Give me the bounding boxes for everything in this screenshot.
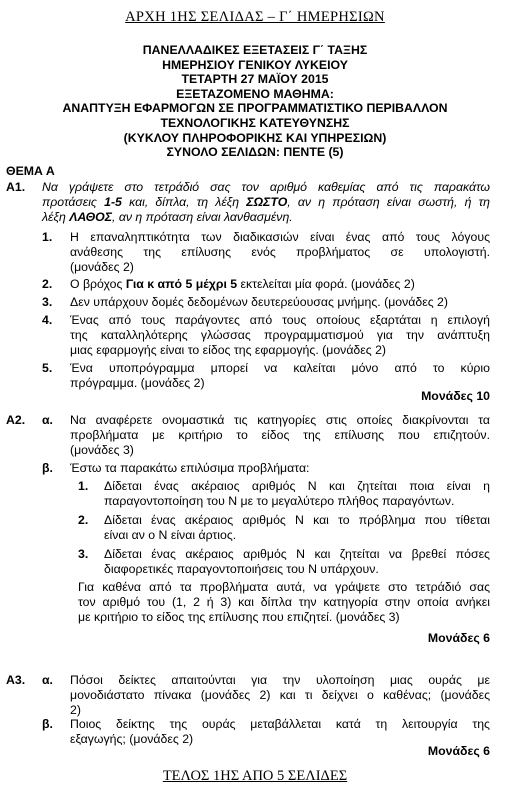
text-line: προβλήματα με κριτήριο το είδος της επίλυσης που επιζητούν. bbox=[70, 428, 490, 442]
a2-alpha-label: α. bbox=[42, 413, 53, 427]
text-line: παραγοντοποίηση του Ν με το μεγαλύτερο πλήθος παραγόντων. bbox=[104, 494, 455, 508]
a3-beta-label: β. bbox=[42, 717, 53, 731]
a1-item-2: Ο βρόχος Για κ από 5 μέχρι 5 εκτελείται μία φορά. (μονάδες 2) bbox=[70, 277, 415, 291]
a2-beta-intro: Έστω τα παρακάτω επιλύσιμα προβλήματα: bbox=[70, 461, 310, 475]
a1-item-number: 1. bbox=[42, 230, 53, 244]
title-line: ΠΑΝΕΛΛΑΔΙΚΕΣ ΕΞΕΤΑΣΕΙΣ Γ΄ ΤΑΞΗΣ bbox=[142, 43, 368, 57]
a1-item-3 bbox=[70, 295, 490, 310]
a1-item-number: 5. bbox=[42, 361, 53, 375]
title-line: ΣΥΝΟΛΟ ΣΕΛΙΔΩΝ: ΠΕΝΤΕ (5) bbox=[166, 145, 344, 160]
item-line: (μονάδες 2) bbox=[70, 260, 134, 274]
a2-beta-label: β. bbox=[42, 461, 53, 475]
a1-item-number: 4. bbox=[42, 313, 53, 327]
a3-beta-text bbox=[70, 717, 490, 747]
a3-marks: Μονάδες 6 bbox=[427, 744, 490, 758]
title-line: ΕΞΕΤΑΖΟΜΕΝΟ ΜΑΘΗΜΑ: bbox=[176, 86, 334, 101]
theme-heading: ΘΕΜΑ Α bbox=[6, 164, 55, 178]
a1-marks: Μονάδες 10 bbox=[421, 389, 490, 403]
text-line: με κριτήριο το είδος της επίλυσης που επιζητεί. (μονάδες 3) bbox=[78, 610, 400, 624]
page-header bbox=[0, 10, 510, 25]
title-line: ΤΕΤΑΡΤΗ 27 ΜΑΪΟΥ 2015 bbox=[181, 72, 329, 87]
text-line: 2) bbox=[70, 703, 81, 717]
text-line: εξαγωγής; (μονάδες 2) bbox=[70, 732, 194, 746]
question-a1-label: Α1. bbox=[6, 180, 26, 194]
text-line: Δίδεται ένας ακέραιος αριθμός Ν και ζητείται ποια είναι η bbox=[104, 479, 490, 493]
text-line: (μονάδες 3) bbox=[70, 443, 134, 457]
item-line: ανάθεσης της επίλυσης ενός προβλήματος σε υπολογιστή. bbox=[70, 245, 490, 259]
text-line: Πόσοι δείκτες απαιτούνται για την υλοποίηση μιας ουράς με bbox=[70, 673, 490, 687]
item-line: Ένα υποπρόγραμμα μπορεί να καλείται μόνο από το κύριο bbox=[70, 361, 490, 375]
loop-code: Για κ από 5 μέχρι 5 bbox=[125, 277, 238, 291]
text-line: διαφορετικές παραγοντοποιήσεις του Ν υπάρχουν. bbox=[104, 562, 379, 576]
text-line: Για καθένα από τα προβλήματα αυτά, να γράψετε στο τετράδιό σας bbox=[78, 580, 490, 594]
problem-number: 3. bbox=[78, 547, 89, 561]
a1-item-number: 3. bbox=[42, 295, 53, 309]
problem-3 bbox=[104, 547, 490, 577]
exam-title-block bbox=[0, 43, 510, 160]
item-line: μιας εφαρμογής είναι το είδος της εφαρμογής. (μονάδες 2) bbox=[70, 343, 387, 357]
text-line: τον αριθμό του (1, 2 ή 3) και δίπλα την κατηγορία στην οποία ανήκει bbox=[78, 595, 490, 609]
text-line: Να αναφέρετε ονομαστικά τις κατηγορίες στις οποίες διακρίνονται τα bbox=[70, 413, 490, 427]
a1-item-1 bbox=[70, 230, 490, 275]
text-line: είναι αν ο Ν είναι άρτιος. bbox=[104, 528, 237, 542]
page-header-text: ΑΡΧΗ 1ΗΣ ΣΕΛΙΔΑΣ – Γ΄ ΗΜΕΡΗΣΙΩΝ bbox=[125, 9, 385, 25]
item-line: Δεν υπάρχουν δομές δεδομένων δευτερεύουσας μνήμης. (μονάδες 2) bbox=[70, 295, 448, 309]
a3-alpha-text bbox=[70, 673, 490, 718]
page-footer bbox=[0, 769, 510, 784]
page-footer-text: ΤΕΛΟΣ 1ΗΣ ΑΠΟ 5 ΣΕΛΙΔΕΣ bbox=[162, 768, 348, 784]
a2-beta-paragraph bbox=[78, 580, 490, 625]
problem-2 bbox=[104, 513, 490, 543]
text-line: Δίδεται ένας ακέραιος αριθμός Ν και το πρόβλημα που τίθεται bbox=[104, 513, 490, 527]
question-a2-label: Α2. bbox=[6, 413, 26, 427]
title-line: (ΚΥΚΛΟΥ ΠΛΗΡΟΦΟΡΙΚΗΣ ΚΑΙ ΥΠΗΡΕΣΙΩΝ) bbox=[123, 130, 387, 145]
item-line: της καταλληλότερης γλώσσας προγραμματισμού για την ανάπτυξη bbox=[70, 328, 490, 342]
title-line: ΑΝΑΠΤΥΞΗ ΕΦΑΡΜΟΓΩΝ ΣΕ ΠΡΟΓΡΑΜΜΑΤΙΣΤΙΚΟ ΠΕΡΙΒΑΛΛΟΝ bbox=[62, 101, 448, 116]
text-line: Δίδεται ένας ακέραιος αριθμός Ν και ζητείται να βρεθεί πόσες bbox=[104, 547, 490, 561]
item-line: Η επαναληπτικότητα των διαδικασιών είναι ένας από τους λόγους bbox=[70, 230, 490, 244]
text-line: μονοδιάστατο πίνακα (μονάδες 2) και τι δείχνει ο καθένας; (μονάδες bbox=[70, 688, 490, 702]
a1-item-5 bbox=[70, 361, 490, 391]
problem-number: 2. bbox=[78, 513, 89, 527]
item-line: Ένας από τους παράγοντες από τους οποίους εξαρτάται η επιλογή bbox=[70, 313, 490, 327]
text-line: Ποιος δείκτης της ουράς μεταβάλλεται κατά τη λειτουργία της bbox=[70, 717, 490, 731]
a1-instr-line: προτάσεις 1-5 και, δίπλα, τη λέξη ΣΩΣΤΟ, αν η πρόταση είναι σωστή, ή τη bbox=[42, 195, 490, 209]
a1-item-number: 2. bbox=[42, 277, 53, 291]
a3-alpha-label: α. bbox=[42, 673, 53, 687]
a1-instructions bbox=[42, 180, 490, 225]
question-a3-label: Α3. bbox=[6, 673, 26, 687]
a2-alpha-text bbox=[70, 413, 490, 458]
a2-marks: Μονάδες 6 bbox=[427, 631, 490, 645]
item-line: πρόγραμμα. (μονάδες 2) bbox=[70, 376, 205, 390]
title-line: ΗΜΕΡΗΣΙΟΥ ΓΕΝΙΚΟΥ ΛΥΚΕΙΟΥ bbox=[162, 57, 348, 72]
title-line: ΤΕΧΝΟΛΟΓΙΚΗΣ ΚΑΤΕΥΘΥΝΣΗΣ bbox=[160, 115, 350, 130]
a1-item-4 bbox=[70, 313, 490, 358]
problem-1 bbox=[104, 479, 490, 509]
a1-instr-line: Να γράψετε στο τετράδιό σας τον αριθμό καθεμίας από τις παρακάτω bbox=[42, 180, 490, 194]
problem-number: 1. bbox=[78, 479, 89, 493]
a1-instr-line: λέξη ΛΑΘΟΣ, αν η πρόταση είναι λανθασμένη. bbox=[42, 210, 293, 224]
